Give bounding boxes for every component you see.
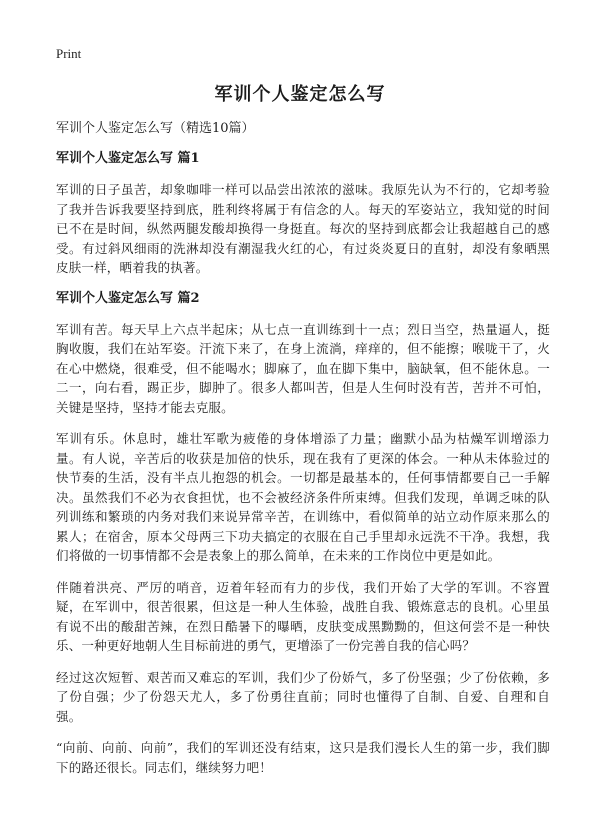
document-title: 军训个人鉴定怎么写 xyxy=(214,84,386,105)
paragraph: “向前、向前、向前”，我们的军训还没有结束，这只是我们漫长人生的第一步，我们脚下的路还很长。同志们，继续努力吧！ xyxy=(56,740,550,775)
section-2 xyxy=(56,290,550,778)
paragraph: 伴随着洪亮、严厉的哨音，迈着年轻而有力的步伐，我们开始了大学的军训。不容置疑，在军训中，很苦很累，但这是一种人生体验，战胜自我、锻炼意志的良机。心里虽有说不出的酸甜苦辣，在烈日酷暑下的曝晒，皮肤变成黑黝黝的，但这何尝不是一种快乐、一种更好地朝人生目标前进的勇气，更增添了一份完善自我的信心吗？ xyxy=(56,579,550,653)
paragraph: 军训的日子虽苦，却象咖啡一样可以品尝出浓浓的滋味。我原先认为不行的，它却考验了我并告诉我要坚持到底，胜利终将属于有信念的人。每天的军姿站立，我知觉的时间已不在是时间，纵然两腿发酸却换得一身挺直。每次的坚持到底都会让我超越自己的感受。有过斜风细雨的洗淋却没有潮湿我火红的心，有过炎炎夏日的直射，却没有象晒黑皮肤一样，晒着我的执著。 xyxy=(56,182,550,275)
paragraph: 军训有苦。每天早上六点半起床；从七点一直训练到十一点；烈日当空，热量逼人，挺胸收腹，我们在站军姿。汗流下来了，在身上流淌，痒痒的，但不能擦；喉咙干了，火在心中燃烧，很难受，但不能喝水；脚麻了，血在脚下集中，脑缺氧，但不能休息。一二一，向右看，踢正步，脚肿了。很多人都叫苦，但是人生何时没有苦，苦并不可怕，关键是坚持，坚持才能去克服。 xyxy=(56,321,550,415)
print-link[interactable]: Print xyxy=(56,46,82,61)
document-subtitle: 军训个人鉴定怎么写（精选10篇） xyxy=(56,121,255,136)
paragraph: 经过这次短暂、艰苦而又难忘的军训，我们少了份娇气，多了份坚强；少了份依赖，多了份自强；少了份怨天尤人，多了份勇往直前；同时也懂得了自制、自爱、自理和自强。 xyxy=(56,669,550,724)
paragraph: 军训有乐。休息时，雄壮军歌为疲倦的身体增添了力量；幽默小品为枯燥军训增添力量。有人说，辛苦后的收获是加倍的快乐，现在我有了更深的体会。一种从未体验过的快节奏的生活，没有半点儿抱怨的机会。一切都是最基本的，任何事情都要自己一手解决。虽然我们不必为衣食担忧，也不会被经济条件所束缚。但我们发现，单调乏味的队列训练和繁琐的内务对我们来说异常辛苦，在训练中，看似简单的站立动作原来那么的累人；在宿舍，原本父母两三下功夫搞定的衣服在自己手里却永远洗不干净。我想，我们将做的一切事情都不会是表象上的那么简单，在未来的工作岗位中更是如此。 xyxy=(56,431,550,563)
document-body xyxy=(56,120,550,789)
section-heading: 军训个人鉴定怎么写 篇2 xyxy=(56,290,200,306)
section-1 xyxy=(56,150,550,278)
section-heading: 军训个人鉴定怎么写 篇1 xyxy=(56,151,200,166)
